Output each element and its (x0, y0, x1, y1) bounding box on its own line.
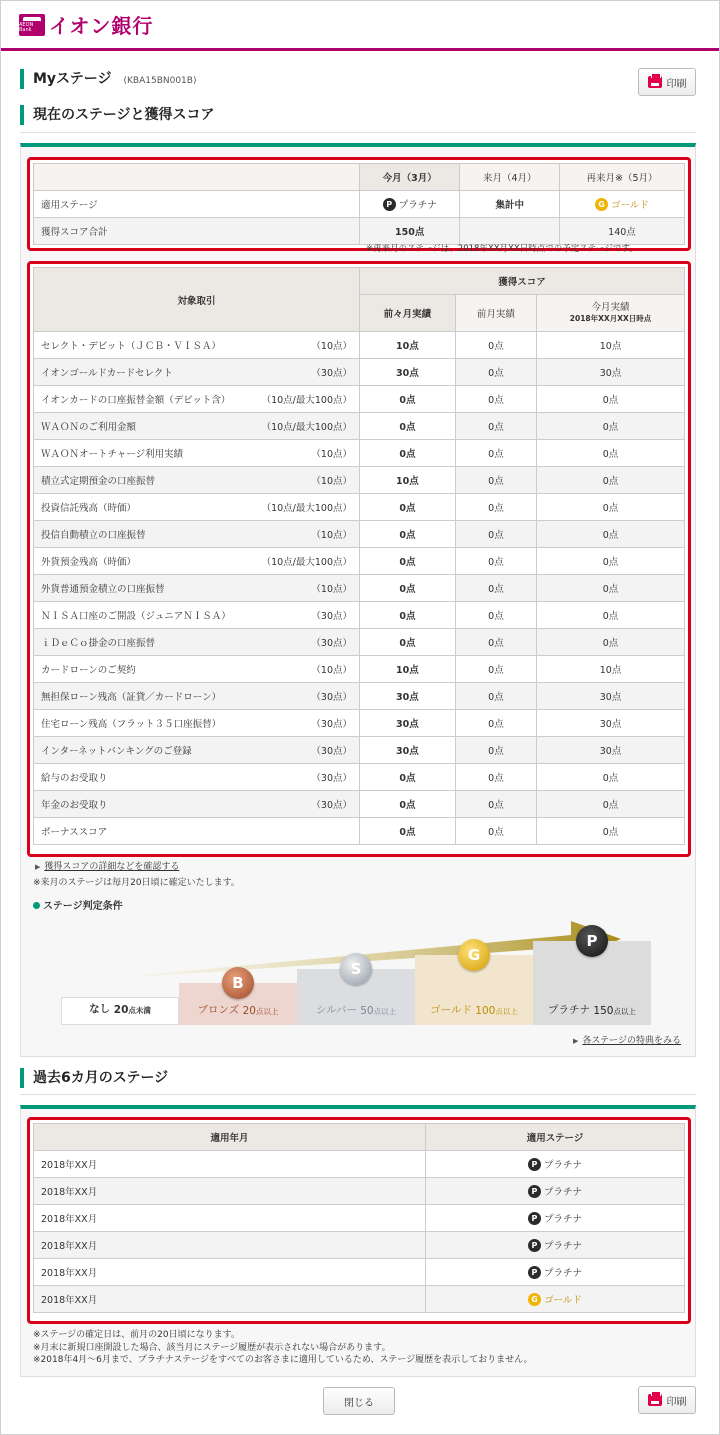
transaction-points: （10点） (311, 341, 352, 352)
history-panel (20, 1105, 696, 1377)
table-row (34, 413, 685, 440)
summary-box (27, 157, 691, 251)
platinum-medal-icon: P (528, 1239, 541, 1252)
score-current: 30点 (537, 683, 685, 710)
score-prev: 0点 (455, 737, 536, 764)
score-current: 0点 (537, 575, 685, 602)
stage-points: 50 (360, 1005, 374, 1017)
history-stage: プラチナ (543, 1160, 582, 1171)
history-stage: プラチナ (543, 1214, 582, 1225)
transaction-name: 給与のお受取り (41, 773, 108, 784)
history-notes (33, 1329, 533, 1367)
history-table: 適用年月 適用ステージ 2018年XX月 P プラチナ 2018年XX月 P プラチナ 2018年XX月 P プラチナ 2018年XX月 P プラチナ 2018年XX月 P プラチナ 2018年XX月 G ゴールド (33, 1123, 685, 1313)
score-prev: 0点 (455, 656, 536, 683)
stage-benefit-link[interactable]: 各ステージの特典をみる (582, 1036, 681, 1046)
score-prev: 0点 (455, 494, 536, 521)
table-row (34, 332, 685, 359)
score-prev2: 0点 (360, 521, 456, 548)
transaction-points: （10点） (311, 449, 352, 460)
transaction-points: （10点） (311, 584, 352, 595)
printer-icon (648, 1394, 662, 1406)
score-current: 0点 (537, 413, 685, 440)
title-row (20, 69, 696, 95)
stage-medal-icon: B (222, 967, 254, 999)
table-row (34, 1205, 685, 1232)
score-detail-link[interactable]: 獲得スコアの詳細などを確認する (44, 862, 180, 872)
score-prev2: 0点 (360, 629, 456, 656)
score-prev2: 0点 (360, 440, 456, 467)
table-row (34, 656, 685, 683)
transaction-points: （30点） (311, 692, 352, 703)
history-month: 2018年XX月 (34, 1178, 426, 1205)
transaction-name: イオンカードの口座振替金額（デビット含） (41, 395, 231, 406)
transaction-name: インターネットバンキングのご登録 (41, 746, 192, 757)
history-month: 2018年XX月 (34, 1151, 426, 1178)
table-row (34, 575, 685, 602)
history-note: ※月末に新規口座開設した場合、該当月にステージ履歴が表示されない場合があります。 (33, 1342, 391, 1353)
score-prev2: 0点 (360, 791, 456, 818)
score-prev: 0点 (455, 710, 536, 737)
score-prev2: 30点 (360, 359, 456, 386)
history-month: 2018年XX月 (34, 1205, 426, 1232)
stage-medal-icon: G (458, 939, 490, 971)
platinum-medal-icon: P (528, 1185, 541, 1198)
transaction-points: （30点） (311, 638, 352, 649)
stage-step-2 (297, 960, 415, 1025)
score-prev2: 30点 (360, 683, 456, 710)
score-prev: 0点 (455, 332, 536, 359)
score-table: 対象取引 獲得スコア 前々月実績 前月実績 今月実績 2018年XX月XX日時点 セレクト・デビット（ＪＣＢ・ＶＩＳＡ） （10点） 10点 0点 10点 イオンゴールドカードセレクト （30点） 30点 0点 30点 イオンカードの口座振替金額（デビット含） （10点/最大100点） 0点 0点 0点 ＷＡＯＮのご利用金額 （10点/最大100点） 0点 0点 0点 ＷＡＯＮオートチャージ利用実績 （10点） 0点 0点 0点 積立式定期預金の口座振替 （10点） 10点 0点 0点 投資信託残高（時価） （10点/最大100点） 0点 0点 0点 投信自動積立の口座振替 （10点） 0点 0点 0点 外貨預金残高（時価） （10点/最大100点） 0点 0点 0点 外貨普通預金積立の口座振替 （10点） 0点 0点 0点 ＮＩＳＡ口座のご開設（ジュニアＮＩＳＡ） （30点） 0点 0点 0点 ｉＤｅＣｏ掛金の口座振替 （30点） 0点 0点 0点 カードローンのご契約 （10点） 10点 0点 10点 無担保ローン残高（証貸／カードローン） （30点） 30点 0点 30点 住宅ローン残高（フラット３５口座振替） （30点） 30点 0点 30点 インターネットバンキングのご登録 （30点） 30点 0点 30点 給与のお受取り （30点） 0点 0点 0点 年金のお受取り （30点） 0点 0点 0点 ボーナススコア 0点 0点 0点 (33, 267, 685, 845)
score-prev2: 30点 (360, 710, 456, 737)
history-month: 2018年XX月 (34, 1259, 426, 1286)
score-prev: 0点 (455, 440, 536, 467)
print-button-bottom[interactable]: 印刷 (638, 1386, 696, 1414)
brand-name: イオン銀行 (49, 14, 154, 38)
score-current: 0点 (537, 629, 685, 656)
transaction-name: 外貨普通預金積立の口座振替 (41, 584, 165, 595)
table-row (34, 467, 685, 494)
stage-unit: 点未満 (128, 1006, 151, 1015)
table-row (34, 521, 685, 548)
col-target: 対象取引 (34, 268, 360, 332)
summary-footnote: ※再来月のステージは、2018年XX月XX日時点での予定ステージです。 (366, 244, 638, 253)
score-box (27, 261, 691, 857)
stage-unit: 点以上 (255, 1007, 279, 1016)
score-prev: 0点 (455, 467, 536, 494)
stage-unit: 点以上 (373, 1007, 397, 1016)
stage-medal-icon: P (576, 925, 608, 957)
stage-points: 100 (475, 1005, 496, 1017)
transaction-points: （30点） (311, 800, 352, 811)
transaction-name: イオンゴールドカードセレクト (41, 368, 173, 379)
transaction-points: （30点） (311, 773, 352, 784)
col-score: 獲得スコア (360, 268, 685, 295)
transaction-points: （10点） (311, 530, 352, 541)
score-prev2: 10点 (360, 467, 456, 494)
arrow-right-icon: ▶ (572, 1037, 579, 1045)
score-current: 0点 (537, 440, 685, 467)
history-heading: 過去6カ月のステージ (20, 1068, 696, 1088)
table-row (34, 764, 685, 791)
stage-step-4 (533, 932, 651, 1025)
score-current: 0点 (537, 386, 685, 413)
table-row (34, 1286, 685, 1313)
transaction-points: （30点） (311, 719, 352, 730)
transaction-points: （30点） (311, 746, 352, 757)
score-current: 30点 (537, 359, 685, 386)
score-prev2: 10点 (360, 332, 456, 359)
score-prev: 0点 (455, 521, 536, 548)
current-stage-panel (20, 143, 696, 1057)
score-prev: 0点 (455, 386, 536, 413)
table-row (34, 1259, 685, 1286)
score-current: 0点 (537, 602, 685, 629)
page-title: Myステージ (KBA15BN001B) (20, 69, 696, 89)
table-row (34, 629, 685, 656)
transaction-name: 投信自動積立の口座振替 (41, 530, 146, 541)
stage-unit: 点以上 (495, 1007, 518, 1016)
stage-name: ゴールド (430, 1004, 472, 1016)
stage-unit: 点以上 (613, 1007, 636, 1016)
score-prev: 0点 (455, 791, 536, 818)
table-row (34, 1151, 685, 1178)
header (1, 1, 719, 51)
stage-points: 20 (242, 1005, 256, 1017)
table-row (34, 1232, 685, 1259)
stage-name: シルバー (315, 1004, 357, 1016)
stage-name: プラチナ (548, 1004, 591, 1016)
score-prev: 0点 (455, 683, 536, 710)
score-prev: 0点 (455, 818, 536, 845)
transaction-name: セレクト・デビット（ＪＣＢ・ＶＩＳＡ） (41, 341, 221, 352)
transaction-name: ＷＡＯＮオートチャージ利用実績 (41, 449, 184, 460)
stage-criteria-graphic (61, 907, 693, 1025)
stage-points: 20 (113, 1004, 129, 1016)
transaction-name: カードローンのご契約 (41, 665, 136, 676)
transaction-name: 年金のお受取り (41, 800, 108, 811)
platinum-medal-icon: P (528, 1158, 541, 1171)
score-prev2: 0点 (360, 575, 456, 602)
table-row (34, 791, 685, 818)
transaction-name: 外貨預金残高（時価） (41, 557, 137, 568)
score-current: 30点 (537, 710, 685, 737)
printer-icon (648, 76, 662, 88)
table-row (34, 1178, 685, 1205)
score-prev2: 10点 (360, 656, 456, 683)
stage-step-0 (61, 997, 179, 1025)
platinum-medal-icon: P (528, 1212, 541, 1225)
score-current: 0点 (537, 467, 685, 494)
transaction-name: 投資信託残高（時価） (41, 503, 137, 514)
transaction-points: （10点） (311, 476, 352, 487)
transaction-points: （10点） (311, 665, 352, 676)
transaction-name: ＮＩＳＡ口座のご開設（ジュニアＮＩＳＡ） (41, 611, 231, 622)
history-note: ※2018年4月～6月まで、プラチナステージをすべてのお客さまに適用しているため、ステージ履歴を表示しておりません。 (33, 1355, 533, 1365)
close-button[interactable]: 閉じる (323, 1387, 395, 1415)
print-button-top[interactable]: 印刷 (638, 68, 696, 96)
transaction-name: ボーナススコア (41, 827, 108, 838)
transaction-points: （30点） (311, 368, 352, 379)
history-month: 2018年XX月 (34, 1286, 426, 1313)
transaction-name: ＷＡＯＮのご利用金額 (41, 422, 137, 433)
score-prev2: 0点 (360, 818, 456, 845)
table-row (34, 359, 685, 386)
platinum-medal-icon: P (383, 198, 396, 211)
transaction-points: （10点/最大100点） (261, 395, 352, 406)
table-row (34, 683, 685, 710)
stage-name: ブロンズ (197, 1004, 240, 1016)
table-row (34, 737, 685, 764)
col-next-month: 来月（4月） (460, 164, 560, 191)
score-current: 30点 (537, 737, 685, 764)
platinum-medal-icon: P (528, 1266, 541, 1279)
score-prev2: 0点 (360, 386, 456, 413)
score-prev: 0点 (455, 602, 536, 629)
transaction-points: （10点/最大100点） (261, 422, 352, 433)
table-row (34, 602, 685, 629)
score-current: 0点 (537, 521, 685, 548)
score-current: 0点 (537, 548, 685, 575)
arrow-right-icon: ▶ (35, 863, 41, 871)
history-stage: ゴールド (544, 1295, 582, 1306)
history-stage: プラチナ (543, 1187, 582, 1198)
transaction-name: 積立式定期預金の口座振替 (41, 476, 156, 487)
transaction-points: （30点） (311, 611, 352, 622)
summary-table: 今月（3月） 来月（4月） 再来月※（5月） 適用ステージ P プラチナ 集計中 G ゴールド 獲得スコア合計 150点 140点 (33, 163, 685, 245)
score-current: 0点 (537, 494, 685, 521)
score-prev2: 0点 (360, 548, 456, 575)
score-prev: 0点 (455, 548, 536, 575)
history-stage: プラチナ (543, 1241, 582, 1252)
score-prev2: 30点 (360, 737, 456, 764)
table-row (34, 440, 685, 467)
stage-step-3 (415, 946, 533, 1025)
aeon-logo-icon: AEON Bank (19, 14, 45, 36)
score-prev2: 0点 (360, 413, 456, 440)
transaction-points: （10点/最大100点） (261, 503, 352, 514)
stage-name: なし (89, 1003, 111, 1015)
table-row (34, 494, 685, 521)
score-prev2: 0点 (360, 764, 456, 791)
page-code: (KBA15BN001B) (123, 76, 197, 86)
history-note: ※ステージの確定日は、前月の20日頃になります。 (33, 1330, 240, 1340)
transaction-name: ｉＤｅＣｏ掛金の口座振替 (41, 638, 156, 649)
score-current: 0点 (537, 764, 685, 791)
next-month-note: ※来月のステージは毎月20日頃に確定いたします。 (33, 878, 240, 888)
history-month: 2018年XX月 (34, 1232, 426, 1259)
current-stage-heading: 現在のステージと獲得スコア (20, 105, 696, 125)
transaction-name: 無担保ローン残高（証貸／カードローン） (41, 692, 222, 703)
table-row (34, 818, 685, 845)
history-box (27, 1117, 691, 1324)
score-prev2: 0点 (360, 602, 456, 629)
score-prev: 0点 (455, 575, 536, 602)
transaction-points: （10点/最大100点） (261, 557, 352, 568)
table-row (34, 386, 685, 413)
col-after-next: 再来月※（5月） (560, 164, 685, 191)
transaction-name: 住宅ローン残高（フラット３５口座振替） (41, 719, 222, 730)
score-prev: 0点 (455, 359, 536, 386)
score-current: 10点 (537, 656, 685, 683)
col-this-month: 今月（3月） (360, 164, 460, 191)
gold-medal-icon: G (528, 1293, 541, 1306)
gold-medal-icon: G (595, 198, 608, 211)
score-current: 0点 (537, 818, 685, 845)
score-prev: 0点 (455, 764, 536, 791)
score-prev: 0点 (455, 629, 536, 656)
table-row (34, 710, 685, 737)
score-current: 0点 (537, 791, 685, 818)
score-current: 10点 (537, 332, 685, 359)
table-row (34, 548, 685, 575)
score-prev2: 0点 (360, 494, 456, 521)
history-stage: プラチナ (543, 1268, 582, 1279)
stage-points: 150 (593, 1005, 614, 1017)
score-prev: 0点 (455, 413, 536, 440)
criteria-title: ステージ判定条件 (43, 901, 123, 912)
stage-medal-icon: S (340, 953, 372, 985)
bullet-icon (33, 902, 40, 909)
stage-step-1 (179, 974, 297, 1025)
